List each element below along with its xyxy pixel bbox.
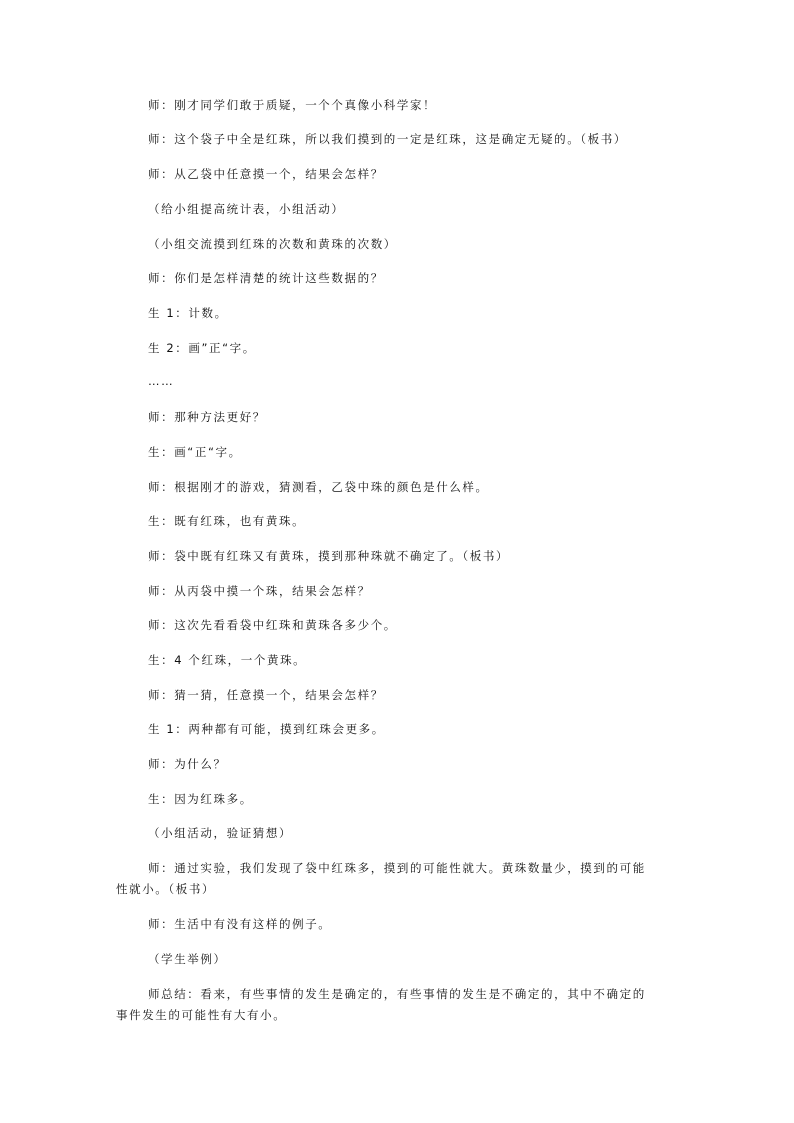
dialogue-line-10: 师：那种方法更好？ (148, 410, 266, 424)
dialogue-line-17: 生：4 个红珠，一个黄珠。 (148, 653, 307, 667)
dialogue-line-8: 生 2：画”正“字。 (148, 341, 256, 355)
dialogue-line-16: 师：这次先看看袋中红珠和黄珠各多少个。 (148, 618, 397, 632)
dialogue-line-13: 生：既有红珠，也有黄珠。 (148, 514, 306, 528)
summary-line-1: 师总结：看来，有些事情的发生是确定的，有些事情的发生是不确定的，其中不确定的 (148, 987, 646, 1001)
dialogue-line-3: 师：从乙袋中任意摸一个，结果会怎样？ (148, 167, 384, 181)
dialogue-line-14: 师：袋中既有红珠又有黄珠，摸到那种珠就不确定了。（板书） (148, 549, 510, 563)
dialogue-line-22: （小组活动，验证猜想） (148, 826, 293, 840)
dialogue-line-12: 师：根据刚才的游戏，猜测看，乙袋中珠的颜色是什么样。 (148, 480, 489, 494)
stage-direction-line: （学生举例） (148, 952, 227, 966)
dialogue-line-7: 生 1：计数。 (148, 306, 228, 320)
ellipsis-line: …… (148, 374, 175, 388)
dialogue-line-6: 师：你们是怎样清楚的统计这些数据的？ (148, 271, 384, 285)
dialogue-line-4: （给小组提高统计表，小组活动） (148, 202, 345, 216)
dialogue-line-11: 生：画“正“字。 (148, 445, 242, 459)
dialogue-line-19: 生 1：两种都有可能，摸到红珠会更多。 (148, 722, 385, 736)
dialogue-line-2: 师：这个袋子中全是红珠，所以我们摸到的一定是红珠，这是确定无疑的。（板书） (148, 132, 627, 146)
paragraph-1-line-1: 师：通过实验，我们发现了袋中红珠多，摸到的可能性就大。黄珠数量少，摸到的可能 (148, 861, 646, 875)
dialogue-line-5: （小组交流摸到红珠的次数和黄珠的次数） (148, 237, 397, 251)
dialogue-line-1: 师：刚才同学们敢于质疑，一个个真像小科学家！ (148, 98, 437, 112)
dialogue-line-20: 师：为什么？ (148, 757, 227, 771)
dialogue-line-15: 师：从丙袋中摸一个珠，结果会怎样？ (148, 584, 371, 598)
dialogue-example-line: 师：生活中有没有这样的例子。 (148, 917, 332, 931)
paragraph-1-line-2: 性就小。（板书） (116, 882, 216, 896)
summary-line-2: 事件发生的可能性有大有小。 (116, 1008, 287, 1022)
dialogue-line-21: 生：因为红珠多。 (148, 792, 253, 806)
dialogue-line-18: 师：猜一猜，任意摸一个，结果会怎样？ (148, 688, 384, 702)
